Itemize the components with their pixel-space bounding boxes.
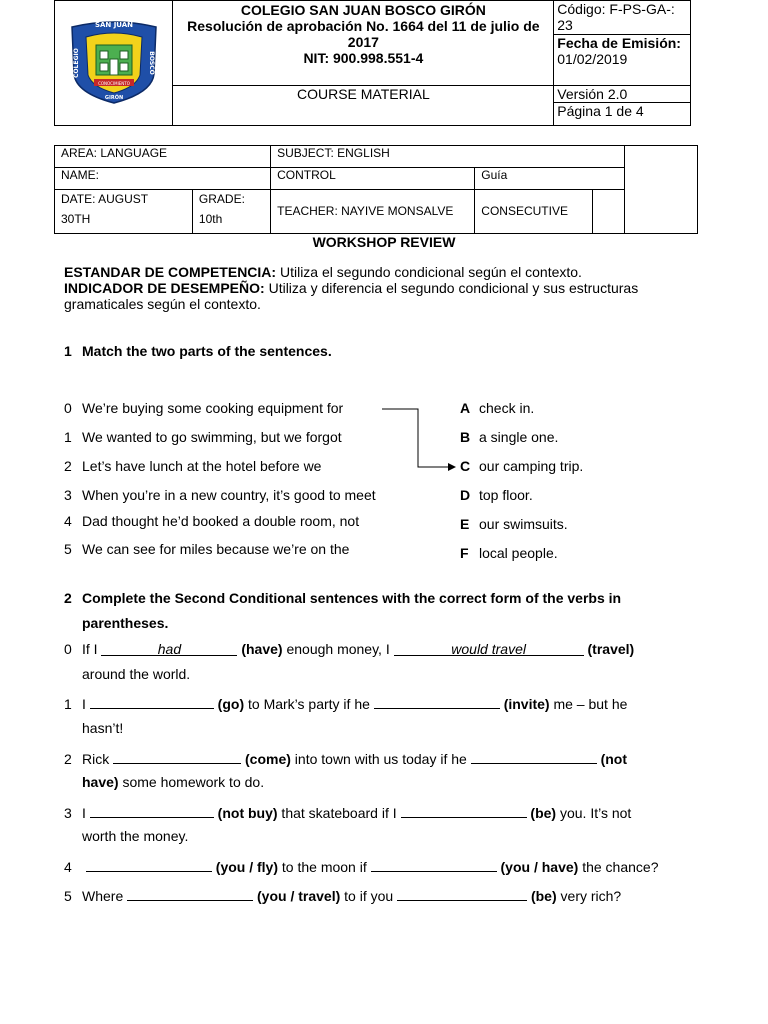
list-item: E our swimsuits. bbox=[460, 516, 568, 532]
list-item: 0 We’re buying some cooking equipment for bbox=[64, 400, 344, 416]
header-table bbox=[54, 0, 691, 126]
document-code: Código: F-PS-GA-: 23 bbox=[554, 1, 690, 35]
sentence-0-cont: around the world. bbox=[82, 666, 191, 682]
q2-heading bbox=[64, 586, 621, 636]
standard-text: Utiliza el segundo condicional según el contexto. bbox=[276, 264, 582, 280]
sentence-4: 4 (you / fly) to the moon if (you / have) the chance? bbox=[64, 859, 659, 875]
sentence-5: 5 Where (you / travel) to if you (be) very rich? bbox=[64, 888, 622, 904]
q2-instruction: Complete the Second Conditional sentences with the correct form of the verbs in bbox=[82, 590, 622, 606]
logo-left-text: COLEGIO bbox=[72, 47, 80, 78]
logo-right-text: BOSCO bbox=[147, 50, 155, 75]
date-cell bbox=[55, 190, 193, 234]
date-value: 30TH bbox=[61, 212, 91, 226]
list-item: 4 Dad thought he’d booked a double room, not bbox=[64, 513, 360, 529]
info-table bbox=[54, 145, 698, 234]
grade-label: GRADE: bbox=[198, 192, 245, 206]
consecutive-value bbox=[592, 190, 625, 234]
indicator-text: Utiliza y diferencia el segundo condicional y sus estructuras gramaticales según el contexto. bbox=[64, 280, 639, 312]
sentence-2: 2 Rick (come) into town with us today if he (not bbox=[64, 751, 628, 767]
list-item: F local people. bbox=[460, 545, 558, 561]
sentence-1-cont: hasn’t! bbox=[82, 720, 124, 736]
answer-blank[interactable] bbox=[471, 749, 597, 764]
intro bbox=[64, 264, 714, 312]
guia: Guía bbox=[475, 168, 625, 190]
answer-blank[interactable] bbox=[401, 803, 527, 818]
teacher: TEACHER: NAYIVE MONSALVE bbox=[271, 190, 475, 234]
list-item: 2 Let’s have lunch at the hotel before we bbox=[64, 458, 322, 474]
resolution: Resolución de aprobación No. 1664 del 11 de julio de 2017 bbox=[187, 18, 540, 50]
q2-number: 2 bbox=[64, 590, 72, 606]
page-title: WORKSHOP REVIEW bbox=[312, 234, 456, 250]
school-logo bbox=[64, 19, 164, 105]
school-info-cell bbox=[173, 1, 554, 86]
list-item: 5 We can see for miles because we’re on the bbox=[64, 541, 350, 557]
list-item: 1 We wanted to go swimming, but we forgot bbox=[64, 429, 342, 445]
answer-blank[interactable] bbox=[371, 857, 497, 872]
date-label: DATE: AUGUST bbox=[61, 192, 149, 206]
q1-heading bbox=[64, 343, 332, 359]
sentence-3: 3 I (not buy) that skateboard if I (be) you. It’s not bbox=[64, 805, 632, 821]
grade-cell bbox=[192, 190, 270, 234]
list-item: C our camping trip. bbox=[460, 458, 584, 474]
answer-blank[interactable] bbox=[90, 803, 214, 818]
name-field: NAME: bbox=[55, 168, 271, 190]
sentence-1: 1 I (go) to Mark’s party if he (invite) me – but he bbox=[64, 696, 628, 712]
page-number: Página 1 de 4 bbox=[557, 103, 644, 119]
logo-top-text: SAN JUAN bbox=[94, 20, 133, 29]
logo-ribbon-text: CONOCIMIENTO bbox=[97, 80, 130, 86]
q1-instruction: Match the two parts of the sentences. bbox=[82, 343, 332, 359]
grade-value: 10th bbox=[198, 212, 223, 226]
answer-blank[interactable] bbox=[86, 857, 212, 872]
control: CONTROL bbox=[271, 168, 475, 190]
sentence-2-cont: have) some homework to do. bbox=[82, 774, 265, 790]
answer-blank[interactable] bbox=[127, 886, 253, 901]
answer-blank[interactable]: had bbox=[101, 641, 237, 656]
list-item: A check in. bbox=[460, 400, 535, 416]
answer-blank[interactable] bbox=[113, 749, 241, 764]
sentence-0: 0 If I had (have) enough money, I would travel (travel) bbox=[64, 641, 635, 657]
indicator-label: INDICADOR DE DESEMPEÑO: bbox=[64, 280, 265, 296]
code-cell bbox=[554, 1, 691, 86]
answer-blank[interactable] bbox=[397, 886, 527, 901]
match-arrow bbox=[380, 400, 460, 475]
list-item: 3 When you’re in a new country, it’s good to meet bbox=[64, 487, 376, 503]
q2-instruction-cont: parentheses. bbox=[82, 615, 169, 631]
sentence-3-cont: worth the money. bbox=[82, 828, 189, 844]
answer-blank[interactable] bbox=[374, 694, 500, 709]
area: AREA: LANGUAGE bbox=[55, 146, 271, 168]
list-item: D top floor. bbox=[460, 487, 533, 503]
list-item: B a single one. bbox=[460, 429, 559, 445]
q1-number: 1 bbox=[64, 343, 72, 359]
subject: SUBJECT: ENGLISH bbox=[271, 146, 625, 168]
issue-date: 01/02/2019 bbox=[557, 51, 628, 67]
logo-cell bbox=[55, 1, 173, 126]
nit: NIT: 900.998.551-4 bbox=[303, 50, 424, 66]
logo-bottom-text: GIRÓN bbox=[104, 94, 123, 101]
answer-blank[interactable] bbox=[90, 694, 214, 709]
school-name: COLEGIO SAN JUAN BOSCO GIRÓN bbox=[240, 2, 486, 18]
version: Versión 2.0 bbox=[554, 86, 690, 103]
version-cell bbox=[554, 86, 691, 126]
blank-cell bbox=[625, 146, 698, 234]
answer-blank[interactable]: would travel bbox=[394, 641, 584, 656]
issue-label: Fecha de Emisión: bbox=[557, 35, 681, 51]
standard-label: ESTANDAR DE COMPETENCIA: bbox=[64, 264, 277, 280]
consecutive: CONSECUTIVE bbox=[475, 190, 593, 234]
doc-type: COURSE MATERIAL bbox=[173, 86, 554, 126]
